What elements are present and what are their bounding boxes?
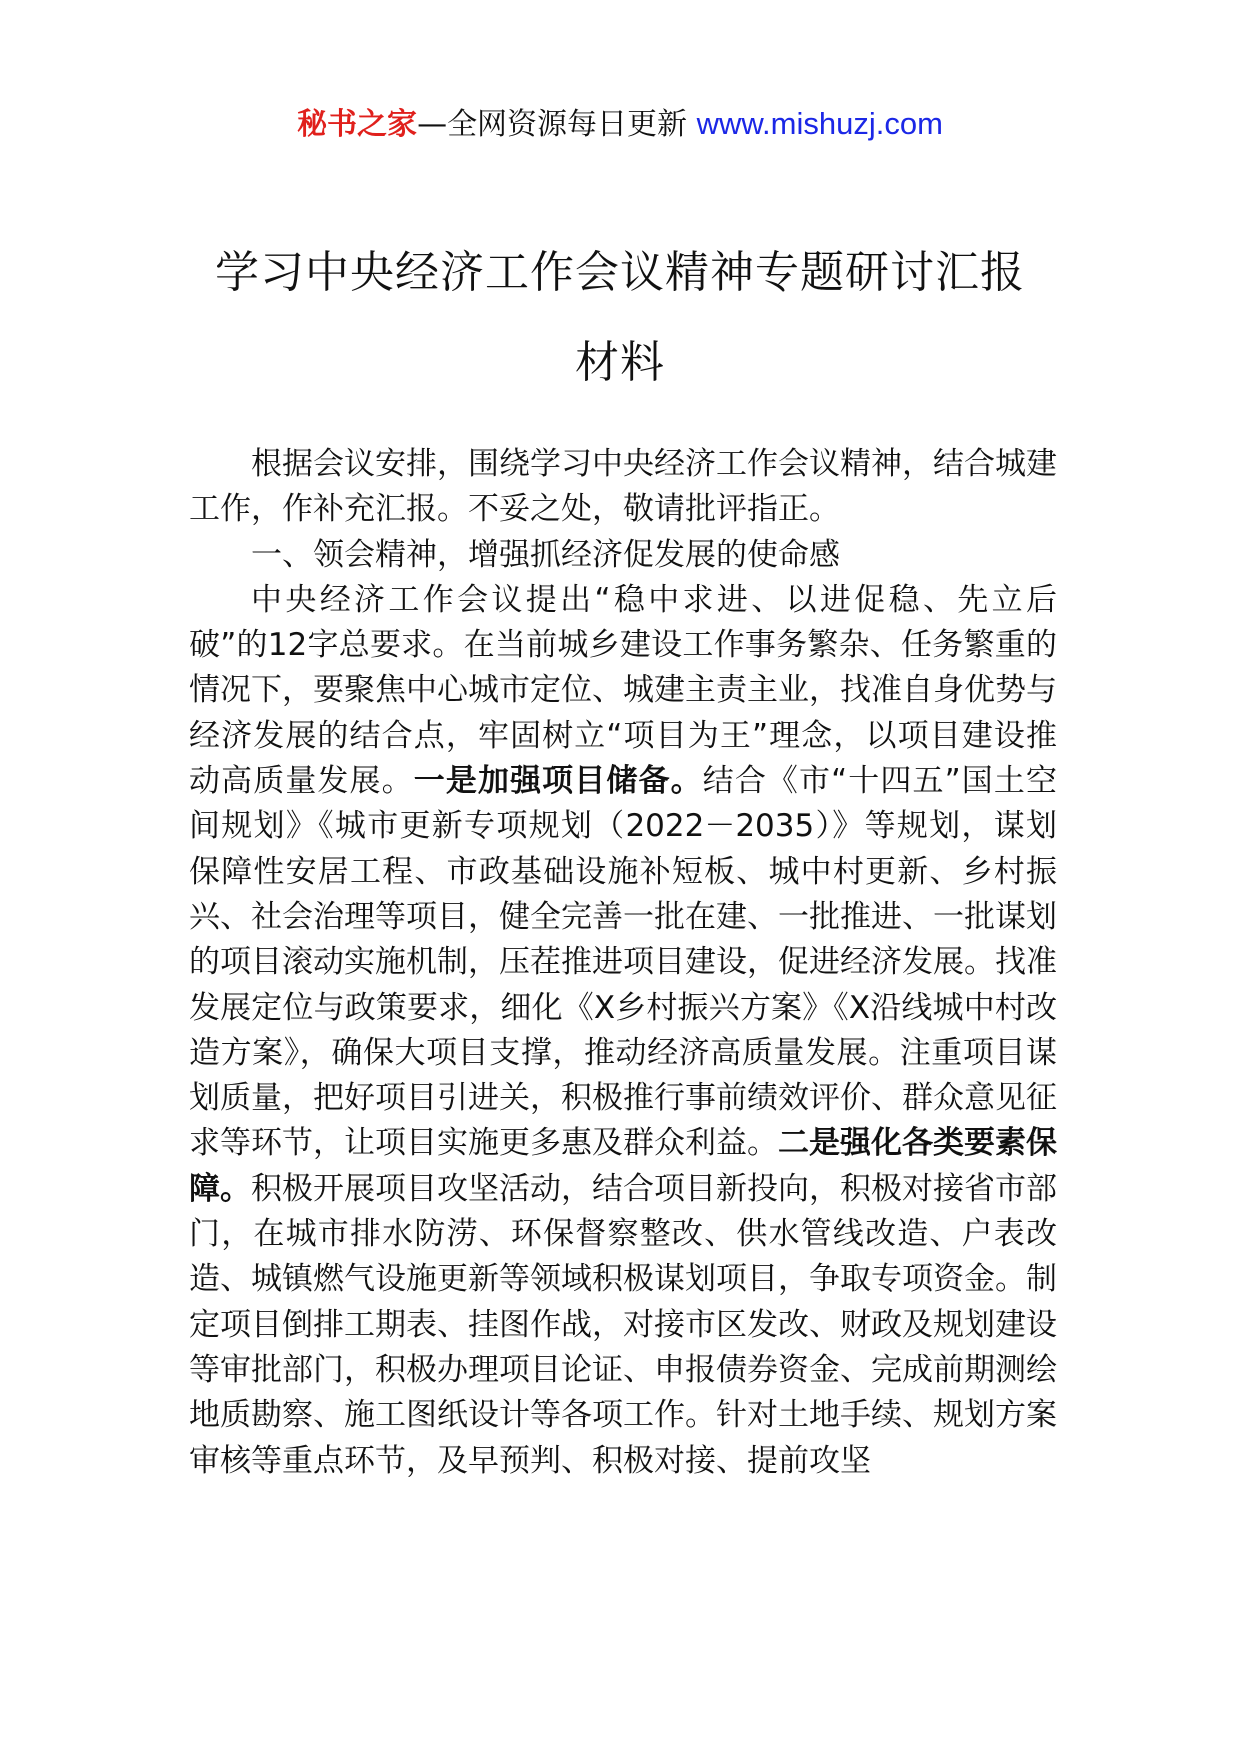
document-body	[189, 442, 1057, 1484]
point2-text: 积极开展项目攻坚活动，结合项目新投向，积极对接省市部门，在城市排水防涝、环保督察整改、供水管线改造、户表改造、城镇燃气设施更新等领域积极谋划项目，争取专项资金。制定项目倒排工期表、挂图作战，对接市区发改、财政及规划建设等审批部门，积极办理项目论证、申报债券资金、完成前期测绘地质勘察、施工图纸设计等各项工作。针对土地手续、规划方案审核等重点环节，及早预判、积极对接、提前攻坚	[189, 1170, 1057, 1479]
site-brand: 秘书之家	[297, 107, 418, 142]
section-body-paragraph	[189, 578, 1057, 1484]
section-body-text: 中央经济工作会议提出“稳中求进、以进促稳、先立后破”的12字总要求。在当前城乡建设工作事务繁杂、任务繁重的情况下，要聚焦中心城市定位、城建主责主业，找准自身优势与经济发展的结合点，牢固树立“项目为王”理念，以项目建设推动高质量发展。	[189, 581, 1057, 800]
site-header	[0, 104, 1240, 145]
document-title-line1: 学习中央经济工作会议精神专题研讨汇报	[215, 247, 1025, 298]
document-title-line2: 材料	[575, 337, 665, 388]
section-heading: 一、领会精神，增强抓经济促发展的使命感	[251, 536, 840, 573]
intro-paragraph: 根据会议安排，围绕学习中央经济工作会议精神，结合城建工作，作补充汇报。不妥之处，敬请批评指正。	[189, 446, 1057, 528]
point2-label: 二是强化各类要素保障。	[189, 1125, 1057, 1207]
site-tagline: —全网资源每日更新	[417, 107, 697, 142]
point1-text: 结合《市“十四五”国土空间规划》《城市更新专项规划（2022－2035）》等规划，谋划保障性安居工程、市政基础设施补短板、城中村更新、乡村振兴、社会治理等项目，健全完善一批在建、一批推进、一批谋划的项目滚动实施机制，压茬推进项目建设，促进经济发展。找准发展定位与政策要求，细化《X乡村振兴方案》《X沿线城中村改造方案》，确保大项目支撑，推动经济高质量发展。注重项目谋划质量，把好项目引进关，积极推行事前绩效评价、群众意见征求等环节，让项目实施更多惠及群众利益。	[189, 763, 1058, 1162]
site-url-link[interactable]: www.mishuzj.com	[696, 106, 943, 141]
document-title	[150, 228, 1090, 408]
point1-label: 一是加强项目储备。	[413, 763, 703, 800]
